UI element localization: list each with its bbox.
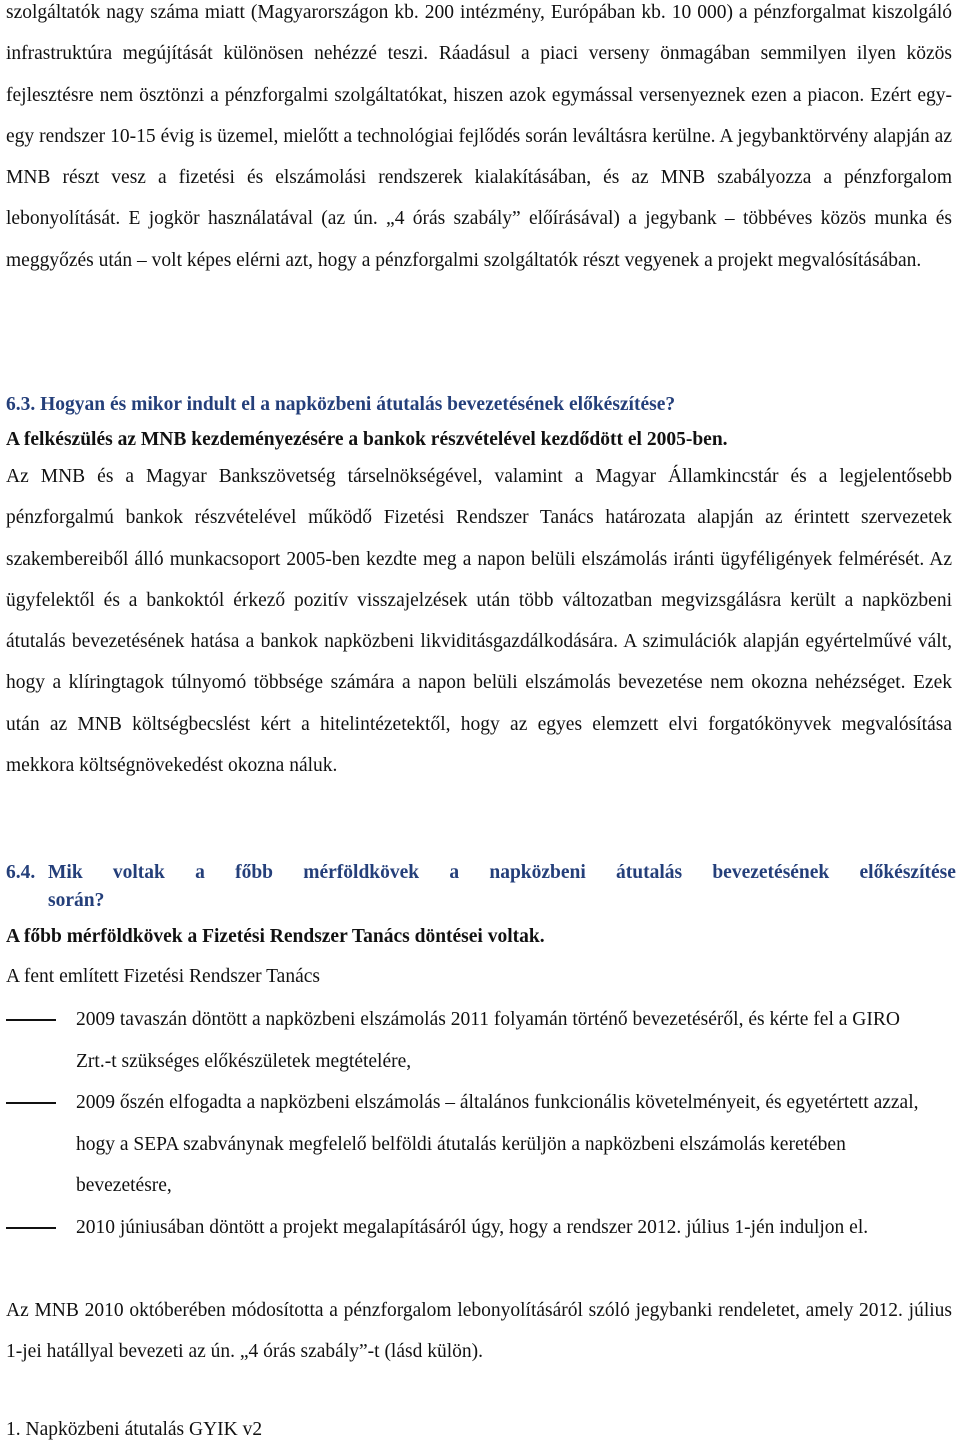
list-item: [0, 999, 960, 1082]
section-6-4-title-end: során?: [48, 890, 105, 911]
list-item-text: 2009 tavaszán döntött a napközbeni elszámolás 2011 folyamán történő bevezetéséről, és kérte fel a GIRO Zrt.-t szükséges előkészületek megtételére,: [76, 1009, 900, 1072]
section-6-3-title: Hogyan és mikor indult el a napközbeni átutalás bevezetésének előkészítése?: [40, 394, 676, 415]
section-6-3-heading: [6, 391, 956, 419]
title-word: Mik: [48, 862, 83, 883]
closing-paragraph: Az MNB 2010 októberében módosította a pénzforgalom lebonyolításáról szóló jegybanki rendeletet, amely 2012. július 1-jei hatállyal bevezeti az ún. „4 órás szabály”-t (lásd külön).: [6, 1300, 952, 1363]
title-word: a: [449, 862, 460, 883]
list-item-text: 2009 őszén elfogadta a napközbeni elszámolás – általános funkcionális követelményeit, és egyetértett azzal, hogy a SEPA szabványnak megfelelő belföldi átutalás kerüljön a napközbeni elszámolás keretében bevezetésre,: [76, 1092, 919, 1196]
title-word: voltak: [112, 862, 165, 883]
list-item: [0, 1082, 960, 1207]
title-word: a: [195, 862, 205, 883]
dash-bullet-icon: [6, 1102, 56, 1104]
title-word: bevezetésének: [712, 862, 830, 883]
section-6-4-title: [48, 859, 956, 887]
title-word: főbb: [235, 862, 274, 883]
title-word: átutalás: [616, 862, 683, 883]
list-item: [0, 1207, 960, 1249]
title-word: előkészítése: [859, 862, 956, 883]
section-6-4-heading: [6, 859, 956, 915]
dash-bullet-icon: [6, 1019, 56, 1021]
section-6-3-body: Az MNB és a Magyar Bankszövetség társelnökségével, valamint a Magyar Államkincstár és a legjelentősebb pénzforgalmú bankok részvételével működő Fizetési Rendszer Tanács határozata alapján az érintett szervezetek szakembereiből álló munkacsoport 2005-ben kezdte meg a napon belüli elszámolás iránti ügyféligények felmérését. Az ügyfelektől és a bankoktól érkező pozitív visszajelzések után több változatban megvizsgálásra került a napközbeni átutalás bevezetésének hatása a bankok napközbeni likviditásgazdálkodására. A szimulációk alapján egyértelművé vált, hogy a klíringtagok túlnyomó többsége számára a napon belüli elszámolás bevezetése nem okozna nehézséget. Ezek után az MNB költségbecslést kért a hitelintézetektől, hogy az egyes elemzett elvi forgatókönyvek megvalósítása mekkora költségnövekedést okozna náluk.: [6, 466, 952, 777]
page-footer: 1. Napközbeni átutalás GYIK v2: [6, 1419, 263, 1440]
section-6-4-intro: A fent említett Fizetési Rendszer Tanács: [6, 966, 320, 987]
title-word: napközbeni: [489, 862, 586, 883]
milestone-list: [0, 999, 960, 1248]
title-word: mérföldkövek: [303, 862, 420, 883]
section-6-4-number: 6.4.: [6, 862, 36, 883]
section-6-4-answer: A főbb mérföldkövek a Fizetési Rendszer Tanács döntései voltak.: [6, 926, 545, 947]
intro-paragraph: szolgáltatók nagy száma miatt (Magyarországon kb. 200 intézmény, Európában kb. 10 000) a pénzforgalmat kiszolgáló infrastruktúra megújítását különösen nehézzé teszi. Ráadásul a piaci verseny önmagában semmilyen ilyen közös fejlesztésre nem ösztönzi a pénzforgalmi szolgáltatókat, hiszen azok egymással versenyeznek ezen a piacon. Ezért egy-egy rendszer 10-15 évig is üzemel, mielőtt a technológiai fejlődés során leváltásra kerülne. A jegybanktörvény alapján az MNB részt vesz a fizetési és elszámolási rendszerek kialakításában, és az MNB szabályozza a pénzforgalom lebonyolítását. E jogkör használatával (az ún. „4 órás szabály” előírásával) a jegybank – többéves közös munka és meggyőzés után – volt képes elérni azt, hogy a pénzforgalmi szolgáltatók részt vegyenek a projekt megvalósításában.: [6, 2, 952, 271]
section-6-3-number: 6.3.: [6, 394, 36, 415]
list-item-text: 2010 júniusában döntött a projekt megalapításáról úgy, hogy a rendszer 2012. július 1-jén induljon el.: [76, 1216, 869, 1238]
section-6-3-answer: A felkészülés az MNB kezdeményezésére a bankok részvételével kezdődött el 2005-ben.: [6, 429, 728, 450]
dash-bullet-icon: [6, 1227, 56, 1229]
